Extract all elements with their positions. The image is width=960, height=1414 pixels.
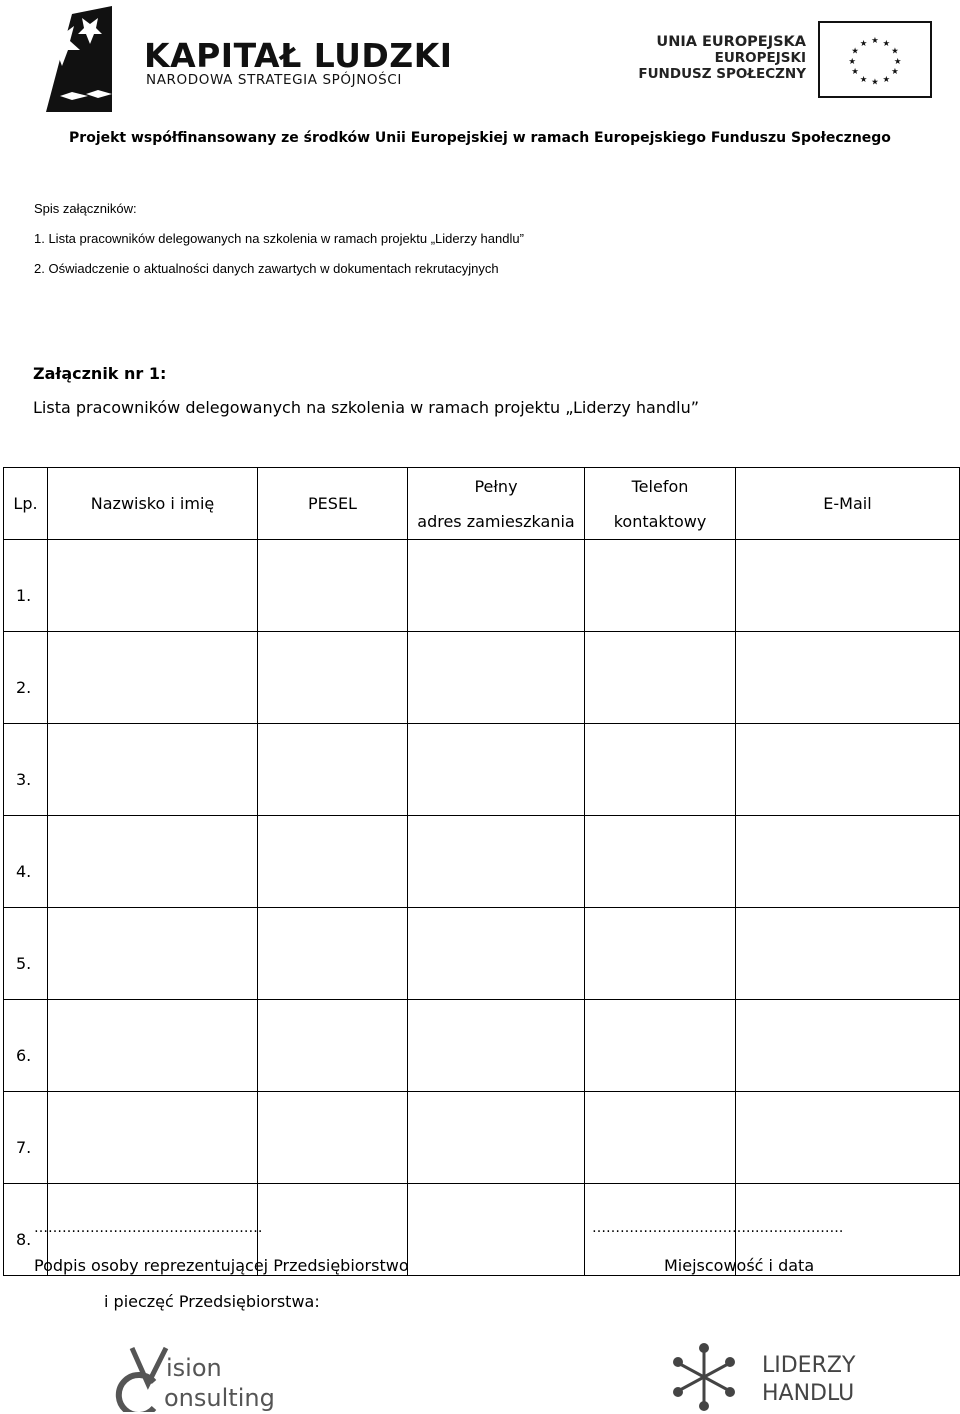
email-cell[interactable] — [736, 816, 960, 908]
header-address — [408, 468, 585, 540]
table-header-row — [4, 468, 960, 540]
name-cell[interactable] — [48, 540, 258, 632]
annex-subtitle: Lista pracowników delegowanych na szkolenia w ramach projektu „Liderzy handlu” — [33, 398, 700, 417]
address-cell[interactable] — [408, 908, 585, 1000]
eu-line-1: UNIA EUROPEJSKA — [656, 34, 806, 50]
address-cell[interactable] — [408, 632, 585, 724]
header-address-line-1: Pełny — [474, 476, 518, 496]
cofinancing-statement: Projekt współfinansowany ze środków Unii Europejskiej w ramach Europejskiego Funduszu Społecznego — [69, 130, 891, 146]
pesel-cell[interactable] — [258, 908, 408, 1000]
row-number: 1. — [4, 540, 48, 632]
email-cell[interactable] — [736, 1000, 960, 1092]
table-row — [4, 632, 960, 724]
email-cell[interactable] — [736, 908, 960, 1000]
row-number: 7. — [4, 1092, 48, 1184]
row-number: 3. — [4, 724, 48, 816]
name-cell[interactable] — [48, 632, 258, 724]
attachment-item-2: 2. Oświadczenie o aktualności danych zawartych w dokumentach rekrutacyjnych — [34, 261, 499, 276]
annex-title: Załącznik nr 1: — [33, 364, 167, 383]
signature-dots-right: ……………………………..………………. — [592, 1220, 844, 1236]
signature-label-left: Podpis osoby reprezentującej Przedsiębiorstwo — [34, 1256, 409, 1275]
svg-text:★: ★ — [891, 67, 899, 78]
signature-label-left-2: i pieczęć Przedsiębiorstwa: — [104, 1292, 320, 1311]
email-cell[interactable] — [736, 724, 960, 816]
phone-cell[interactable] — [585, 540, 736, 632]
svg-text:★: ★ — [848, 56, 857, 67]
header-phone — [585, 468, 736, 540]
phone-cell[interactable] — [585, 1000, 736, 1092]
signature-dots-left: …………………………….…………… — [34, 1220, 263, 1236]
pesel-cell[interactable] — [258, 540, 408, 632]
svg-text:★: ★ — [882, 38, 891, 49]
phone-cell[interactable] — [585, 632, 736, 724]
eu-line-3: FUNDUSZ SPOŁECZNY — [638, 66, 806, 82]
header-address-line-2: adres zamieszkania — [417, 511, 575, 531]
row-number: 2. — [4, 632, 48, 724]
table-row — [4, 908, 960, 1000]
header-pesel: PESEL — [258, 468, 408, 540]
pesel-cell[interactable] — [258, 816, 408, 908]
header-phone-line-1: Telefon — [631, 476, 689, 496]
table-row — [4, 1092, 960, 1184]
row-number: 5. — [4, 908, 48, 1000]
phone-cell[interactable] — [585, 1092, 736, 1184]
header-lp: Lp. — [4, 468, 48, 540]
email-cell[interactable] — [736, 1092, 960, 1184]
svg-text:★: ★ — [859, 74, 868, 85]
kapital-ludzki-title: KAPITAŁ LUDZKI — [144, 36, 453, 75]
name-cell[interactable] — [48, 724, 258, 816]
address-cell[interactable] — [408, 540, 585, 632]
email-cell[interactable] — [736, 632, 960, 724]
svg-text:★: ★ — [851, 46, 859, 57]
kapital-ludzki-subtitle: NARODOWA STRATEGIA SPÓJNOŚCI — [146, 72, 402, 88]
phone-cell[interactable] — [585, 816, 736, 908]
liderzy-handlu-logo — [668, 1342, 878, 1412]
header-phone-line-2: kontaktowy — [613, 511, 707, 531]
name-cell[interactable] — [48, 1000, 258, 1092]
svg-text:ision: ision — [166, 1354, 222, 1382]
eu-flag-icon — [818, 21, 932, 98]
header-name: Nazwisko i imię — [48, 468, 258, 540]
phone-cell[interactable] — [585, 908, 736, 1000]
address-cell[interactable] — [408, 1092, 585, 1184]
address-cell[interactable] — [408, 1184, 585, 1276]
attachment-item-1: 1. Lista pracowników delegowanych na szkolenia w ramach projektu „Liderzy handlu” — [34, 231, 524, 246]
email-cell[interactable] — [736, 540, 960, 632]
vision-consulting-logo — [108, 1346, 298, 1412]
attachments-heading: Spis załączników: — [34, 201, 137, 216]
signature-label-right: Miejscowość i data — [664, 1256, 815, 1275]
pesel-cell[interactable] — [258, 1092, 408, 1184]
name-cell[interactable] — [48, 816, 258, 908]
table-row — [4, 1000, 960, 1092]
address-cell[interactable] — [408, 816, 585, 908]
pesel-cell[interactable] — [258, 632, 408, 724]
liderzy-handlu-line-2: HANDLU — [762, 1381, 855, 1406]
eu-logo-text — [638, 34, 806, 82]
address-cell[interactable] — [408, 724, 585, 816]
table-row — [4, 724, 960, 816]
svg-text:★: ★ — [871, 35, 879, 46]
row-number: 6. — [4, 1000, 48, 1092]
table-row — [4, 540, 960, 632]
svg-text:★: ★ — [893, 56, 902, 67]
table-row — [4, 816, 960, 908]
header-email: E-Mail — [736, 468, 960, 540]
name-cell[interactable] — [48, 1092, 258, 1184]
svg-text:★: ★ — [882, 74, 891, 85]
liderzy-handlu-line-1: LIDERZY — [762, 1353, 856, 1378]
address-cell[interactable] — [408, 1000, 585, 1092]
svg-text:★: ★ — [851, 67, 859, 78]
row-number: 8. — [4, 1184, 48, 1276]
eu-line-2: EUROPEJSKI — [714, 50, 806, 66]
svg-text:★: ★ — [871, 77, 879, 88]
svg-text:★: ★ — [891, 46, 899, 57]
employees-table — [3, 467, 960, 1276]
name-cell[interactable] — [48, 908, 258, 1000]
svg-text:★: ★ — [859, 38, 868, 49]
pesel-cell[interactable] — [258, 1000, 408, 1092]
row-number: 4. — [4, 816, 48, 908]
phone-cell[interactable] — [585, 724, 736, 816]
svg-text:onsulting: onsulting — [164, 1384, 275, 1412]
pesel-cell[interactable] — [258, 724, 408, 816]
